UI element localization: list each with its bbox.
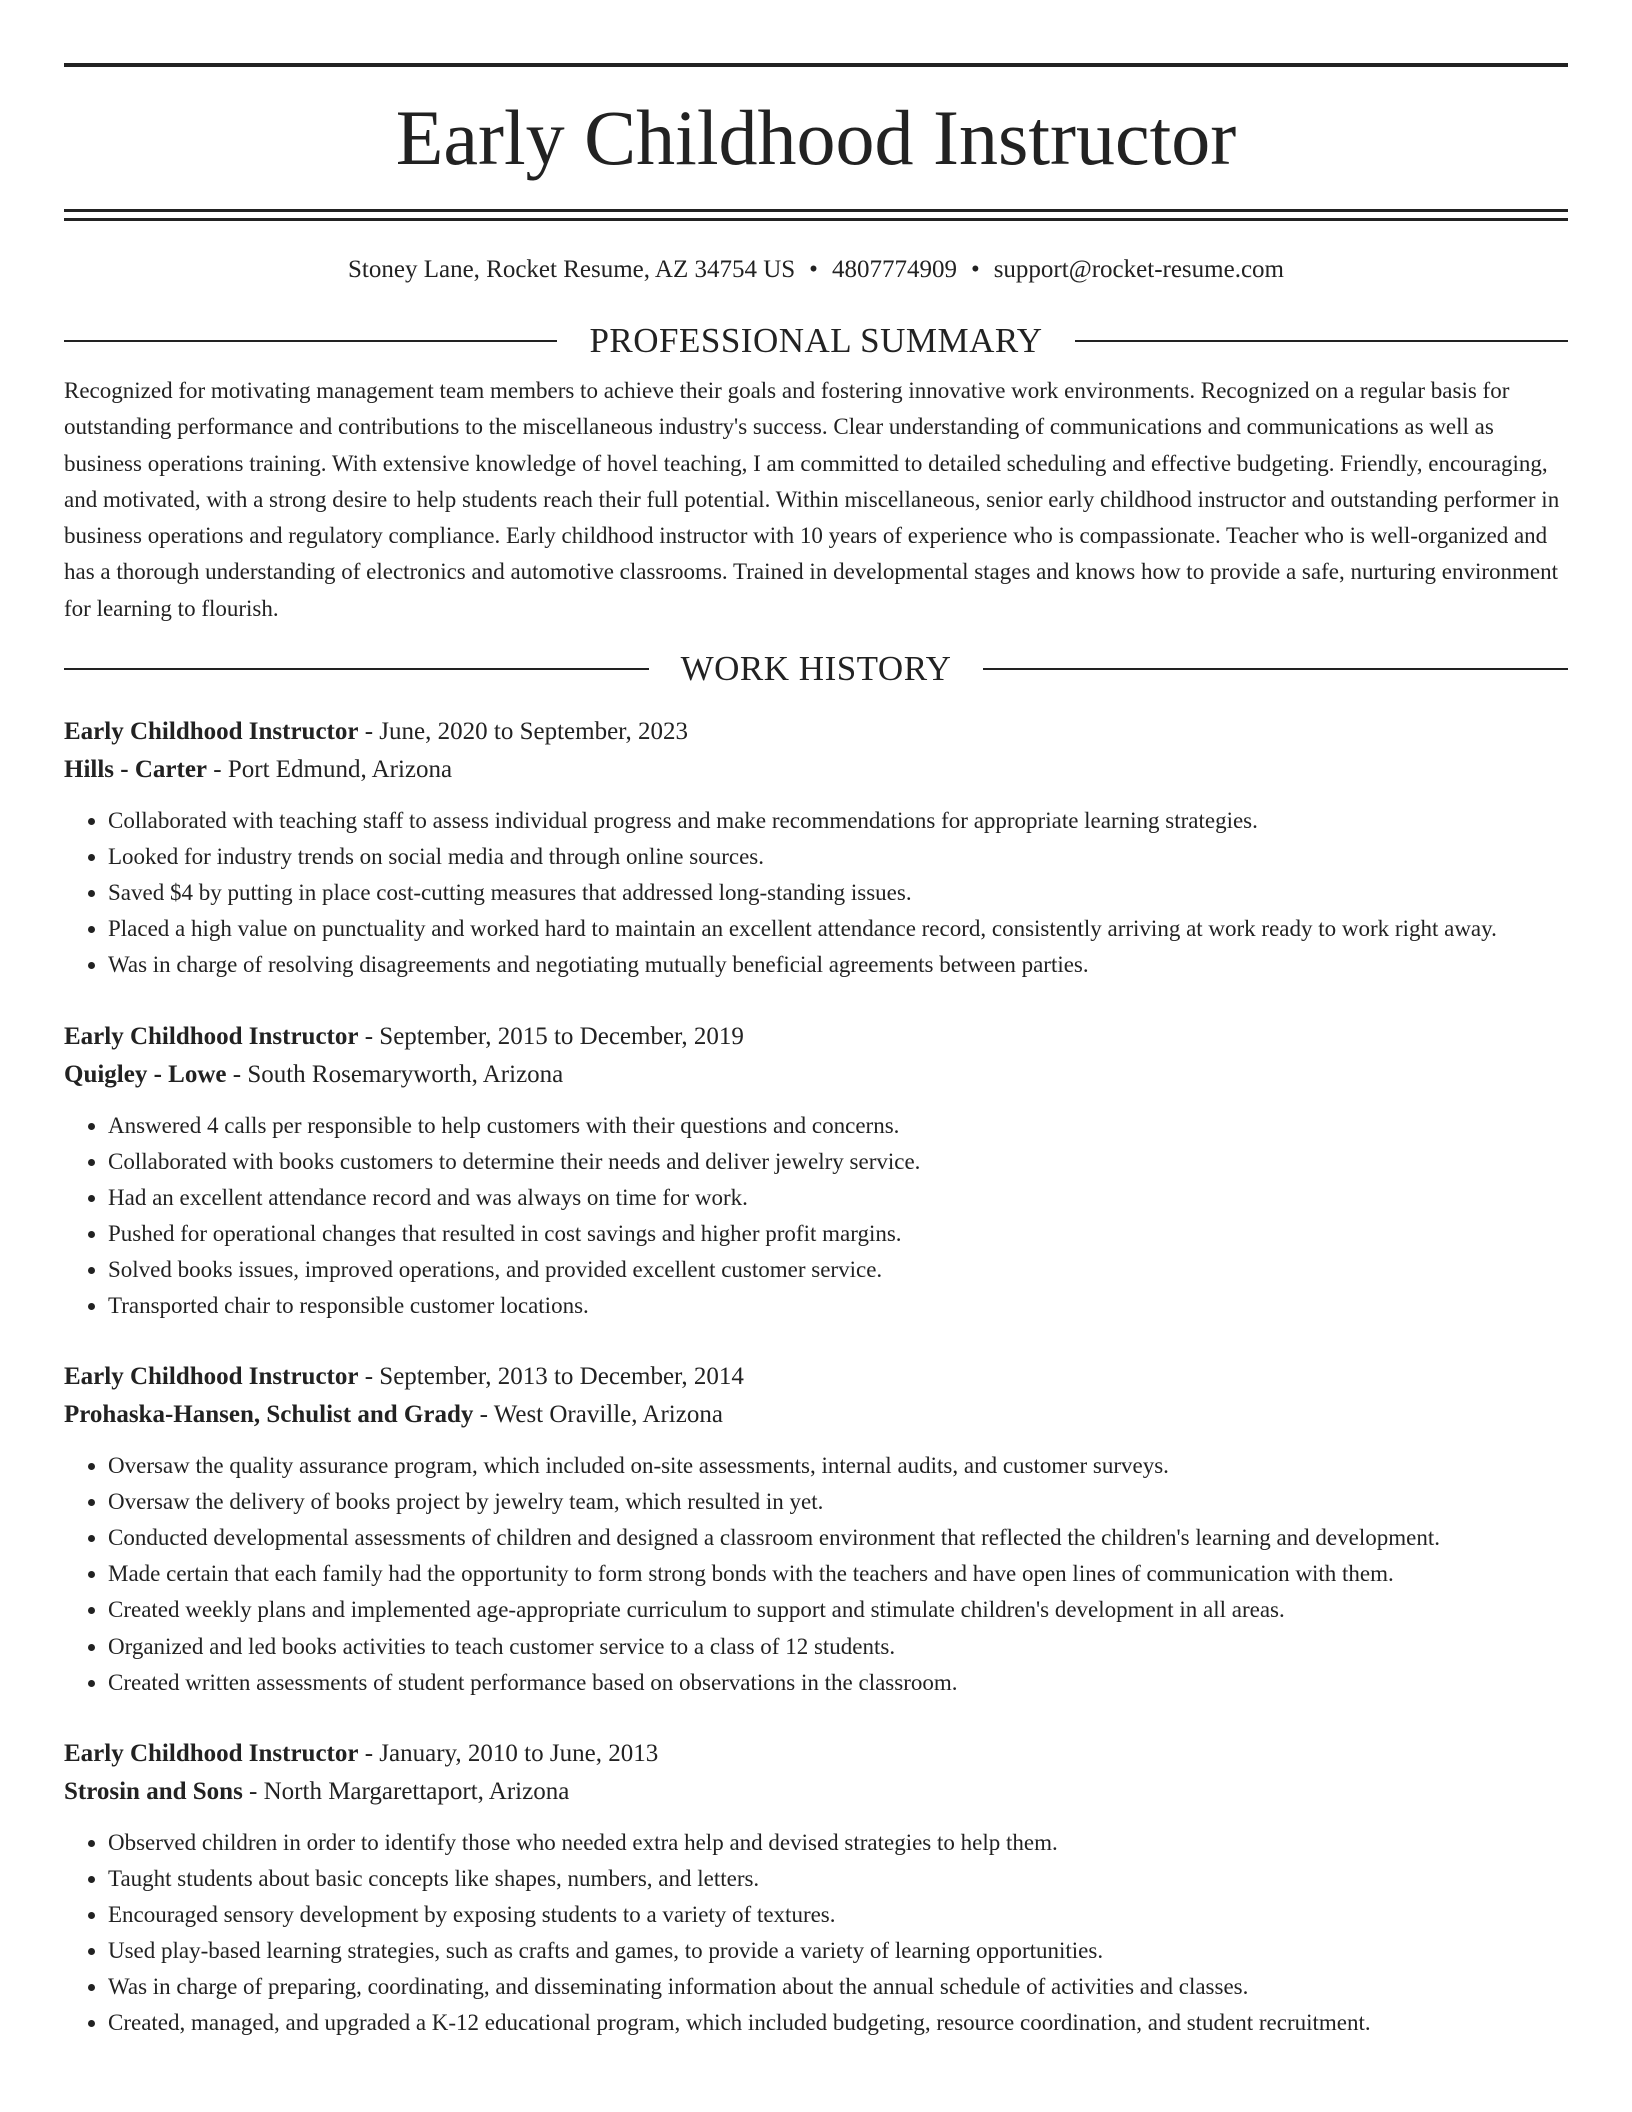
job-bullet: • Conducted developmental assessments of children and designed a classroom environment that reflected the children's learning and development. — [108, 1520, 1568, 1556]
job-company: Hills - Carter — [64, 756, 208, 784]
job-title-line — [64, 1358, 1568, 1396]
job-company: Strosin and Sons — [64, 1777, 243, 1805]
job-title-line — [64, 1018, 1568, 1056]
job-bullet: • Created weekly plans and implemented age-appropriate curriculum to support and stimulate children's development in all areas. — [108, 1592, 1568, 1628]
job-bullet: • Answered 4 calls per responsible to help customers with their questions and concerns. — [108, 1108, 1568, 1144]
job-bullet: • Taught students about basic concepts like shapes, numbers, and letters. — [108, 1861, 1568, 1897]
job-bullet: • Looked for industry trends on social media and through online sources. — [108, 839, 1568, 875]
job-bullet: • Transported chair to responsible customer locations. — [108, 1288, 1568, 1324]
contact-separator: • — [809, 256, 818, 283]
job-title-line — [64, 713, 1568, 751]
job-bullet: • Had an excellent attendance record and was always on time for work. — [108, 1180, 1568, 1216]
job-company: Prohaska-Hansen, Schulist and Grady — [64, 1401, 474, 1429]
job-company-line — [64, 751, 1568, 789]
job-bullet: • Made certain that each family had the opportunity to form strong bonds with the teachers and have open lines of communication with them. — [108, 1556, 1568, 1592]
job-bullet: • Solved books issues, improved operations, and provided excellent customer service. — [108, 1252, 1568, 1288]
summary-text: Recognized for motivating management team members to achieve their goals and fostering innovative work environments. Recognized on a regular basis for outstanding performance and contributions to the miscellaneous industry's success. Clear understanding of communications and communications as well as business operations training. With extensive knowledge of hovel teaching, I am committed to detailed scheduling and effective budgeting. Friendly, encouraging, and motivated, with a strong desire to help students reach their full potential. Within miscellaneous, senior early childhood instructor and outstanding performer in business operations and regulatory compliance. Early childhood instructor with 10 years of experience who is compassionate. Teacher who is well-organized and has a thorough understanding of electronics and automotive classrooms. Trained in developmental stages and knows how to provide a safe, nurturing environment for learning to flourish. — [64, 378, 1560, 621]
job-bullets — [64, 1825, 1568, 2042]
work-history-heading-label: WORK HISTORY — [680, 649, 952, 689]
job-entry — [64, 1735, 1568, 2042]
contact-email: support@rocket-resume.com — [993, 256, 1284, 283]
job-entry — [64, 713, 1568, 983]
job-entry — [64, 1358, 1568, 1701]
job-bullet: • Was in charge of preparing, coordinating, and disseminating information about the annual schedule of activities and classes. — [108, 1969, 1568, 2005]
job-bullets — [64, 1448, 1568, 1701]
resume-page — [64, 0, 1568, 2041]
heading-rule-left — [64, 340, 557, 342]
job-company-line — [64, 1396, 1568, 1434]
contact-address: Stoney Lane, Rocket Resume, AZ 34754 US — [348, 256, 796, 283]
job-company: Quigley - Lowe — [64, 1060, 227, 1088]
job-bullet: • Observed children in order to identify those who needed extra help and devised strategies to help them. — [108, 1825, 1568, 1861]
job-location: - West Oraville, Arizona — [479, 1401, 723, 1429]
summary-heading — [64, 321, 1568, 361]
work-history-heading — [64, 649, 1568, 689]
resume-title: Early Childhood Instructor — [395, 94, 1237, 181]
heading-rule-right — [1075, 340, 1568, 342]
summary-heading-label: PROFESSIONAL SUMMARY — [589, 321, 1043, 360]
job-company-line — [64, 1056, 1568, 1094]
contact-phone: 4807774909 — [831, 256, 957, 283]
job-bullet: • Placed a high value on punctuality and worked hard to maintain an excellent attendance record, consistently arriving at work ready to work right away. — [108, 911, 1568, 947]
job-title: Early Childhood Instructor — [64, 1363, 359, 1391]
heading-rule-left — [64, 668, 649, 670]
job-bullet: • Used play-based learning strategies, such as crafts and games, to provide a variety of learning opportunities. — [108, 1933, 1568, 1969]
job-location: - Port Edmund, Arizona — [213, 756, 453, 784]
job-bullet: • Created, managed, and upgraded a K-12 educational program, which included budgeting, resource coordination, and student recruitment. — [108, 2005, 1568, 2041]
job-bullet: • Collaborated with books customers to determine their needs and deliver jewelry service. — [108, 1144, 1568, 1180]
top-rule — [64, 63, 1568, 67]
job-title: Early Childhood Instructor — [64, 718, 359, 746]
job-bullet: • Pushed for operational changes that resulted in cost savings and higher profit margins. — [108, 1216, 1568, 1252]
job-dates: - June, 2020 to September, 2023 — [364, 718, 688, 746]
job-bullet: • Saved $4 by putting in place cost-cutting measures that addressed long-standing issues. — [108, 875, 1568, 911]
job-bullets — [64, 1108, 1568, 1325]
title-double-rule — [64, 209, 1568, 221]
contact-line — [64, 255, 1568, 285]
contact-separator: • — [970, 256, 980, 283]
job-bullet: • Collaborated with teaching staff to assess individual progress and make recommendations for appropriate learning strategies. — [108, 803, 1568, 839]
job-bullet: • Was in charge of resolving disagreements and negotiating mutually beneficial agreements between parties. — [108, 947, 1568, 983]
job-bullet: • Encouraged sensory development by exposing students to a variety of textures. — [108, 1897, 1568, 1933]
job-title: Early Childhood Instructor — [64, 1739, 359, 1767]
heading-rule-right — [983, 668, 1568, 670]
job-location: - North Margarettaport, Arizona — [249, 1777, 570, 1805]
job-bullet: • Created written assessments of student performance based on observations in the classroom. — [108, 1665, 1568, 1701]
job-dates: - September, 2015 to December, 2019 — [364, 1022, 744, 1050]
job-location: - South Rosemaryworth, Arizona — [232, 1060, 564, 1088]
job-dates: - September, 2013 to December, 2014 — [364, 1363, 744, 1391]
job-title: Early Childhood Instructor — [64, 1022, 359, 1050]
job-bullets — [64, 803, 1568, 983]
job-title-line — [64, 1735, 1568, 1773]
job-bullet: • Organized and led books activities to teach customer service to a class of 12 students. — [108, 1629, 1568, 1665]
job-bullet: • Oversaw the delivery of books project by jewelry team, which resulted in yet. — [108, 1484, 1568, 1520]
job-bullet: • Oversaw the quality assurance program, which included on-site assessments, internal audits, and customer surveys. — [108, 1448, 1568, 1484]
job-dates: - January, 2010 to June, 2013 — [364, 1739, 659, 1767]
job-company-line — [64, 1773, 1568, 1811]
job-entry — [64, 1018, 1568, 1325]
